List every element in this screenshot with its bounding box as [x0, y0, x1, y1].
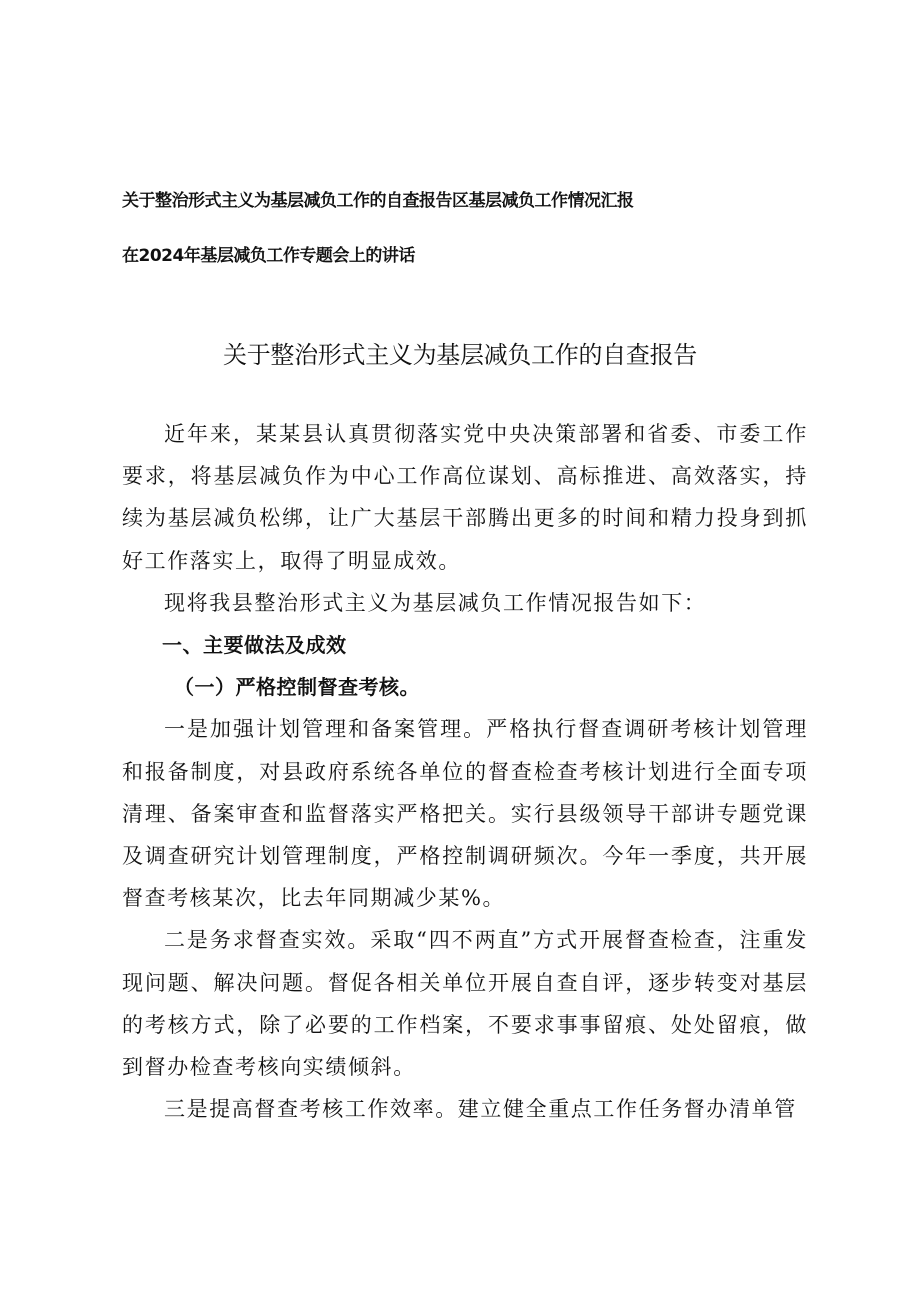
toc-line-2: 在2024年基层减负工作专题会上的讲话	[122, 246, 415, 266]
paragraph-point-1: 一是加强计划管理和备案管理。严格执行督查调研考核计划管理和报备制度，对县政府系统各单位的督查检查考核计划进行全面专项清理、备案审查和监督落实严格把关。实行县级领导干部讲专题党课及调查研究计划管理制度，严格控制调研频次。今年一季度，共开展督查考核某次，比去年同期减少某%。	[122, 717, 808, 911]
subsection-heading-1: （一）严格控制督查考核。	[174, 675, 420, 700]
section-heading-1: 一、主要做法及成效	[162, 633, 347, 658]
toc-line-1: 关于整治形式主义为基层减负工作的自查报告区基层减负工作情况汇报	[122, 191, 634, 211]
paragraph-report: 现将我县整治形式主义为基层减负工作情况报告如下：	[164, 590, 707, 615]
paragraph-intro: 近年来，某某县认真贯彻落实党中央决策部署和省委、市委工作要求，将基层减负作为中心工作高位谋划、高标推进、高效落实，持续为基层减负松绑，让广大基层干部腾出更多的时间和精力投身到抓好工作落实上，取得了明显成效。	[122, 422, 808, 573]
document-title: 关于整治形式主义为基层减负工作的自查报告	[223, 341, 697, 369]
paragraph-point-2: 二是务求督查实效。采取“四不两直”方式开展督查检查，注重发现问题、解决问题。督促各相关单位开展自查自评，逐步转变对基层的考核方式，除了必要的工作档案，不要求事事留痕、处处留痕，做到督办检查考核向实绩倾斜。	[122, 928, 808, 1080]
document-body	[122, 413, 808, 1130]
paragraph-point-3: 三是提高督查考核工作效率。建立健全重点工作任务督办清单管	[164, 1097, 797, 1122]
